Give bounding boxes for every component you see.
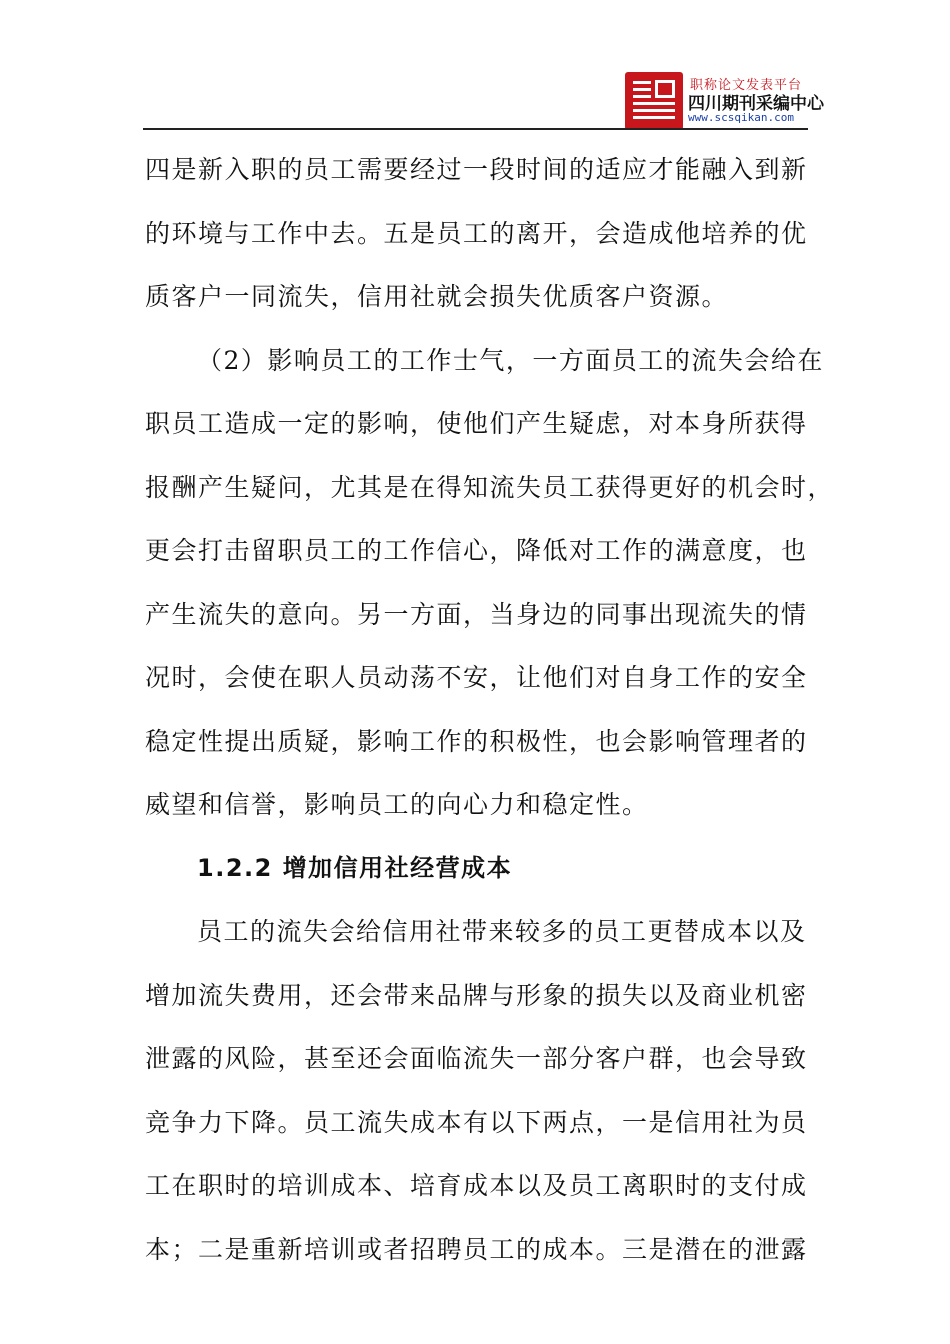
- body-line: 稳定性提出质疑，影响工作的积极性，也会影响管理者的: [145, 726, 808, 756]
- body-line: 四是新入职的员工需要经过一段时间的适应才能融入到新: [145, 155, 808, 184]
- body-line: 威望和信誉，影响员工的向心力和稳定性。: [145, 790, 649, 819]
- body-line: 产生流失的意向。另一方面，当身边的同事出现流失的情: [145, 599, 808, 629]
- body-line: 更会打击留职员工的工作信心，降低对工作的满意度，也: [145, 536, 808, 565]
- body-line: 质客户一同流失，信用社就会损失优质客户资源。: [145, 282, 729, 311]
- body-line: 增加流失费用，还会带来品牌与形象的损失以及商业机密: [145, 980, 808, 1010]
- paragraph-start-line: 员工的流失会给信用社带来较多的员工更替成本以及: [197, 917, 807, 946]
- body-line: 的环境与工作中去。五是员工的离开，会造成他培养的优: [145, 218, 808, 248]
- section-heading: 1.2.2 增加信用社经营成本: [197, 853, 513, 882]
- body-line: 工在职时的培训成本、培育成本以及员工离职时的支付成: [145, 1171, 808, 1200]
- paragraph-start-line: （2）影响员工的工作士气，一方面员工的流失会给在: [197, 345, 824, 375]
- brand-url[interactable]: www.scsqikan.com: [688, 111, 794, 124]
- brand-tagline: 职称论文发表平台: [690, 78, 803, 93]
- brand-name: 四川期刊采编中心: [688, 94, 824, 114]
- newspaper-logo-icon: [625, 72, 683, 130]
- body-line: 竞争力下降。员工流失成本有以下两点，一是信用社为员: [145, 1107, 808, 1137]
- body-line: 本；二是重新培训或者招聘员工的成本。三是潜在的泄露: [145, 1234, 808, 1264]
- body-line: 泄露的风险，甚至还会面临流失一部分客户群，也会导致: [145, 1044, 808, 1073]
- document-body: [145, 138, 835, 1281]
- body-line: 况时，会使在职人员动荡不安，让他们对自身工作的安全: [145, 663, 808, 692]
- body-line: 报酬产生疑问，尤其是在得知流失员工获得更好的机会时，: [145, 472, 835, 502]
- page-header: [0, 0, 950, 130]
- body-line: 职员工造成一定的影响，使他们产生疑虑，对本身所获得: [145, 409, 808, 438]
- header-rule: [143, 128, 808, 130]
